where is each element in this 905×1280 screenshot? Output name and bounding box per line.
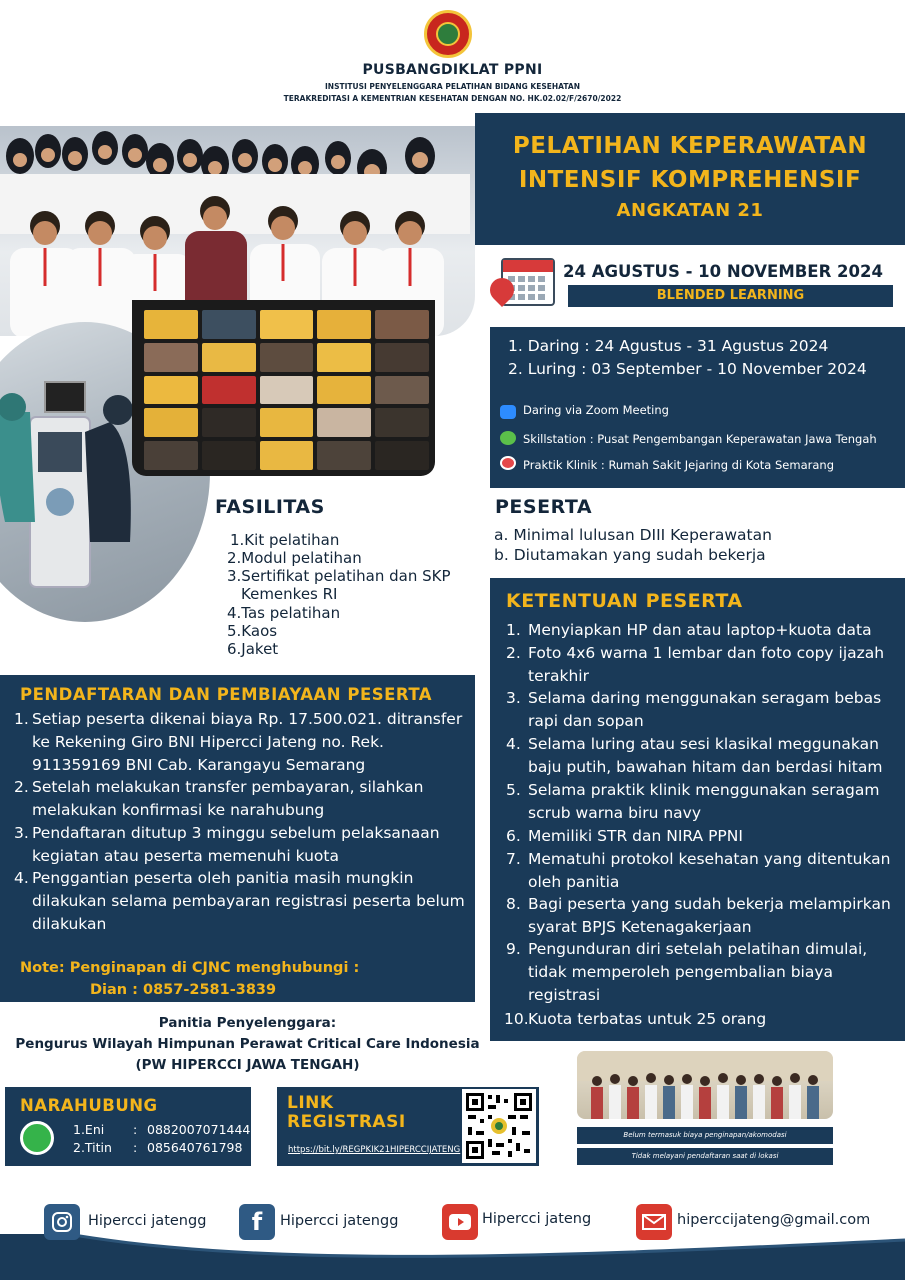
ketentuan-item: 5. Selama praktik klinik menggunakan seragam scrub warna biru navy [506,781,880,822]
youtube-handle[interactable]: Hipercci jateng [482,1211,592,1227]
hero-title-1: PELATIHAN KEPERAWATAN [512,133,868,159]
ketentuan-item: 2. Foto 4x6 warna 1 lembar dan foto copy ijazah terakhir [506,644,885,685]
contact-name: 1.Eni [73,1122,105,1137]
peserta-item: b. Diutamakan yang sudah bekerja [494,546,766,564]
hero-title-2: INTENSIF KOMPREHENSIF [518,167,862,193]
penginapan-contact: Dian : 0857-2581-3839 [90,982,277,998]
pendaftaran-item: 2. Setelah melakukan transfer pembayaran, silahkan melakukan konfirmasi ke narahubung [14,778,424,819]
contact-sep: : [133,1140,138,1155]
qr-code[interactable] [462,1089,536,1163]
fasilitas-item: 4.Tas pelatihan [227,604,341,622]
ketentuan-item: 8. Bagi peserta yang sudah bekerja melampirkan syarat BPJS Ketenagakerjaan [506,895,891,936]
phone-icon [20,1121,54,1155]
instagram-icon[interactable] [44,1204,80,1240]
youtube-icon[interactable] [442,1204,478,1240]
registrasi-heading-2: REGISTRASI [287,1112,406,1132]
ketentuan-item: 3. Selama daring menggunakan seragam bebas rapi dan sopan [506,689,882,730]
org-name: PUSBANGDIKLAT PPNI [362,62,543,78]
fasilitas-item: 1.Kit pelatihan [230,531,340,549]
ketentuan-item: 10. Kuota terbatas untuk 25 orang [504,1010,767,1028]
ketentuan-item: 7. Mematuhi protokol kesehatan yang ditentukan oleh panitia [506,850,891,891]
note-no-onsite-registration: Tidak melayani pendaftaran saat di lokasi [577,1148,833,1165]
contact-phone[interactable]: 085640761798 [147,1140,243,1155]
zoom-icon [500,405,516,419]
ketentuan-item: 9. Pengunduran diri setelah pelatihan dimulai, tidak memperoleh pengembalian biaya registrasi [506,940,868,1004]
fasilitas-item: 3.Sertifikat pelatihan dan SKP [227,567,451,585]
ketentuan-item: 4. Selama luring atau sesi klasikal meggunakan baju putih, bawahan hitam dan berdasi hitam [506,735,883,776]
learning-mode-badge: BLENDED LEARNING [568,285,893,307]
penginapan-note: Note: Penginapan di CJNC menghubungi : [20,960,360,976]
registrasi-link[interactable]: https://bit.ly/REGPKIK21HIPERCCIJATENG [288,1145,461,1155]
peserta-item: a. Minimal lulusan DIII Keperawatan [494,526,772,544]
fasilitas-item: Kemenkes RI [241,585,338,603]
ketentuan-item: 1. Menyiapkan HP dan atau laptop+kuota data [506,621,872,639]
fasilitas-item: 2.Modul pelatihan [227,549,362,567]
contact-phone[interactable]: 0882007071444 [147,1122,251,1137]
pendaftaran-item: 4. Penggantian peserta oleh panitia masih mungkin dilakukan selama pembayaran registrasi peserta belum dilakukan [14,869,465,933]
team-photo [577,1051,833,1119]
facebook-handle[interactable]: Hipercci jatengg [280,1213,399,1229]
hero-title-3: ANGKATAN 21 [616,200,764,221]
panitia-label: Panitia Penyelenggara: [158,1015,337,1031]
contact-sep: : [133,1122,138,1137]
pendaftaran-item: 1. Setiap peserta dikenai biaya Rp. 17.500.021. ditransfer ke Rekening Giro BNI Hipercci Jateng no. Rek. 911359169 BNI Cab. Karangayu Semarang [14,710,463,774]
map-pin-icon [500,456,516,470]
schedule-daring: 1. Daring : 24 Agustus - 31 Agustus 2024 [508,337,829,355]
peserta-heading: PESERTA [495,496,593,518]
narahubung-heading: NARAHUBUNG [20,1096,158,1115]
contact-name: 2.Titin [73,1140,112,1155]
event-date: 24 AGUSTUS - 10 NOVEMBER 2024 [563,262,883,281]
mail-icon[interactable] [636,1204,672,1240]
pendaftaran-item: 3. Pendaftaran ditutup 3 minggu sebelum pelaksanaan kegiatan atau peserta memenuhi kuota [14,824,440,865]
fasilitas-item: 5.Kaos [227,622,278,640]
venue-skillstation: Skillstation : Pusat Pengembangan Keperawatan Jawa Tengah [523,432,877,446]
panitia-org: Pengurus Wilayah Himpunan Perawat Critical Care Indonesia [15,1036,480,1052]
schedule-luring: 2. Luring : 03 September - 10 November 2024 [508,360,867,378]
registrasi-heading-1: LINK [287,1093,334,1113]
org-subtitle-1: INSTITUSI PENYELENGGARA PELATIHAN BIDANG KESEHATAN [325,82,580,91]
venue-klinik: Praktik Klinik : Rumah Sakit Jejaring di Kota Semarang [523,458,834,472]
org-subtitle-2: TERAKREDITASI A KEMENTRIAN KESEHATAN DENGAN NO. HK.02.02/F/2670/2022 [283,94,622,103]
ketentuan-heading: KETENTUAN PESERTA [506,590,743,612]
instagram-handle[interactable]: Hipercci jatengg [88,1213,207,1229]
pendaftaran-heading: PENDAFTARAN DAN PEMBIAYAAN PESERTA [20,685,433,704]
email-address[interactable]: hiperccijateng@gmail.com [677,1212,871,1228]
ppni-logo [424,10,472,58]
zoom-meeting-screenshot [132,300,435,476]
venue-zoom: Daring via Zoom Meeting [523,403,669,417]
fasilitas-heading: FASILITAS [215,496,325,518]
fasilitas-item: 6.Jaket [227,640,279,658]
ketentuan-item: 6. Memiliki STR dan NIRA PPNI [506,827,743,845]
panitia-org-short: (PW HIPERCCI JAWA TENGAH) [135,1057,360,1073]
people-icon [500,431,516,445]
note-accommodation: Belum termasuk biaya penginapan/akomodasi [577,1127,833,1144]
facebook-icon[interactable]: f [239,1204,275,1240]
